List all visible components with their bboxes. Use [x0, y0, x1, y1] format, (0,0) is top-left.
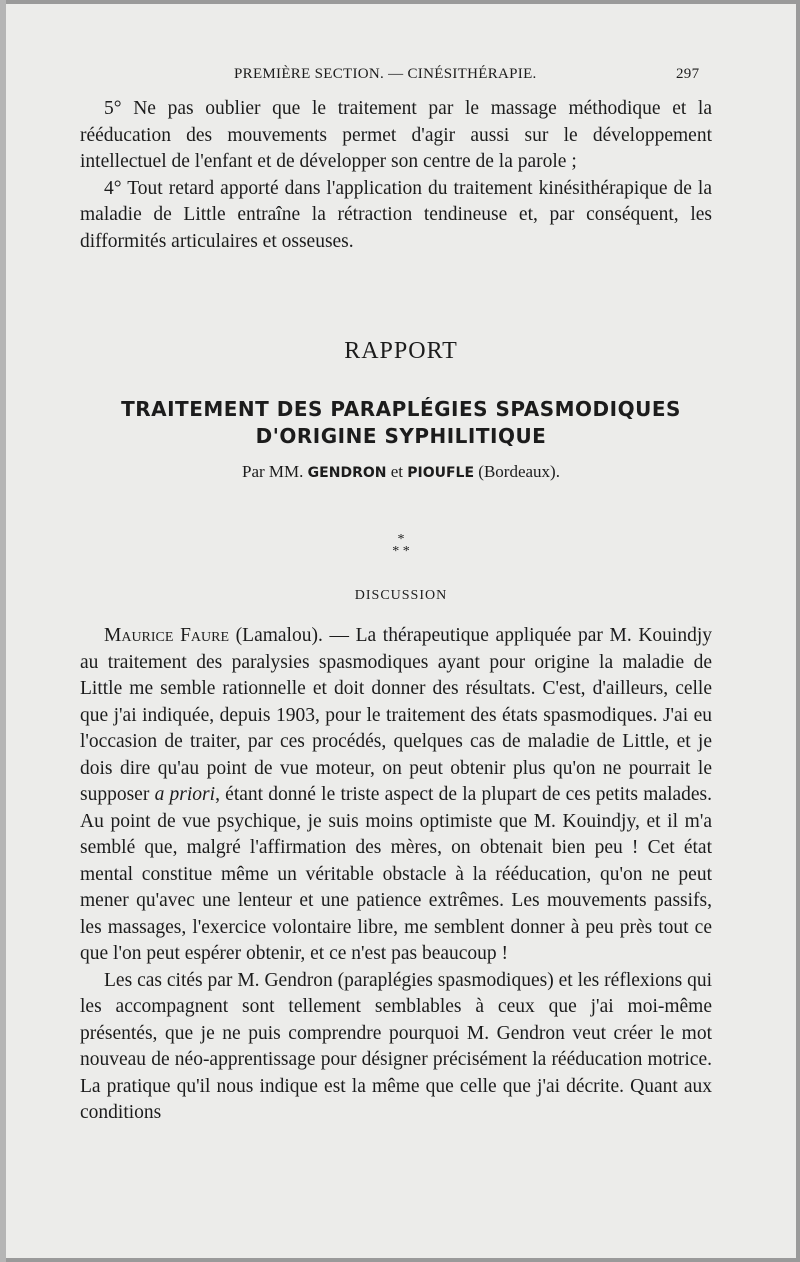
section-heading: RAPPORT	[344, 338, 458, 364]
discussion-p1-italic: a priori	[154, 784, 216, 805]
discussion-label: DISCUSSION	[354, 588, 448, 603]
authors-place: (Bordeaux).	[478, 462, 560, 481]
authors-conjunction: et	[390, 462, 403, 481]
report-title	[6, 396, 796, 450]
asterism-bottom: * *	[392, 544, 410, 559]
paragraph-item-5: 5° Ne pas oublier que le traitement par le massage méthodique et la rééducation des mouvements permet d'agir aussi sur le développement intellectuel de l'enfant et de développer son centre de la parole ;	[80, 98, 712, 172]
report-title-line-1: TRAITEMENT DES PARAPLÉGIES SPASMODIQUES	[121, 397, 681, 421]
page-header	[6, 66, 796, 86]
discussion-paragraph-1	[80, 623, 712, 968]
top-text-block	[80, 96, 712, 255]
asterism-divider	[6, 534, 796, 558]
authors-prefix: Par MM.	[242, 462, 304, 481]
page-number: 297	[676, 66, 700, 82]
discussion-p1-rest: , étant donné le triste aspect de la plupart de ces petits malades. Au point de vue psychique, je suis moins optimiste que M. Kouindjy, et il m'a semblé que, malgré l'affirmation des mères, on obtenait bien peu ! Cet état mental constitue même un véritable obstacle à la rééducation, qu'on ne peut mener qu'avec une lenteur et une patience extrêmes. Les mouvements passifs, les massages, l'exercice volontaire libre, me semblent donner à peu près tout ce que l'on peut espérer obtenir, et ce n'est pas beaucoup !	[80, 784, 713, 964]
authors-line	[6, 462, 796, 482]
book-page	[6, 4, 796, 1258]
running-head: PREMIÈRE SECTION. — CINÉSITHÉRAPIE.	[234, 66, 537, 82]
asterism-top: *	[397, 532, 405, 547]
discussion-text	[80, 623, 712, 1127]
paragraph-item-4: 4° Tout retard apporté dans l'application du traitement kinésithérapique de la maladie de Little entraîne la rétraction tendineuse et, par conséquent, les difformités articulaires et osseuses.	[80, 177, 712, 252]
speaker-name: Maurice Faure	[104, 625, 230, 646]
discussion-paragraph-2: Les cas cités par M. Gendron (paraplégies spasmodiques) et les réflexions qui les accompagnent sont tellement semblables à ceux que j'ai moi-même présentés, que je ne puis comprendre pourquoi M. Gendron veut créer le mot nouveau de néo-apprentissage pour désigner précisément la rééducation motrice. La pratique qu'il nous indique est la même que celle que j'ai décrite. Quant aux conditions	[80, 969, 712, 1123]
author-pioufle: PIOUFLE	[407, 465, 475, 481]
author-gendron: GENDRON	[307, 465, 387, 481]
discussion-p1-intro: (Lamalou). — La thérapeutique appliquée par M. Kouindjy au traitement des paralysies spasmodiques ayant pour origine la maladie de Little me semble rationnelle et doit donner des résultats. C'est, d'ailleurs, celle que j'ai indiquée, depuis 1903, pour le traitement des états spasmodiques. J'ai eu l'occasion de traiter, par ces procédés, quelques cas de maladie de Little, et je dois dire qu'au point de vue moteur, on peut obtenir plus qu'on ne pourrait le supposer	[80, 625, 713, 805]
report-title-line-2: D'ORIGINE SYPHILITIQUE	[255, 424, 547, 448]
